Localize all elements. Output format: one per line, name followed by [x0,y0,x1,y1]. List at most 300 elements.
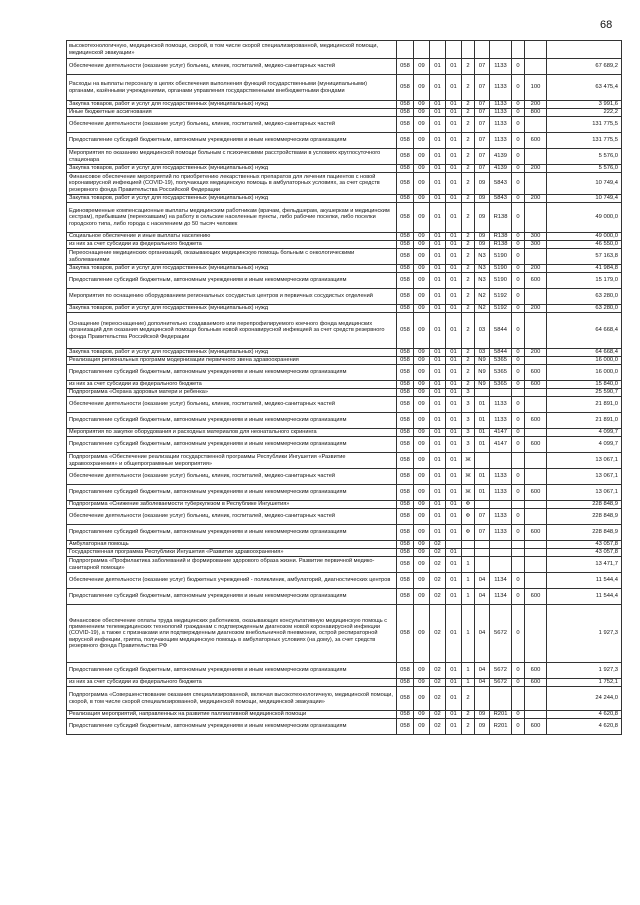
table-row [67,381,622,389]
row-code-pr [430,41,446,59]
row-code-vr: 200 [525,165,547,173]
row-code-p5: 0 [512,679,525,687]
row-code-p5: 0 [512,589,525,605]
row-code-vr: 200 [525,349,547,357]
row-code-p2: 2 [462,687,475,711]
row-code-vr [525,501,547,509]
row-code-rz [414,41,430,59]
row-description: Предоставление субсидий бюджетным, автономным учреждениям и иным некоммерческим организациям [67,525,397,541]
row-description: Финансовое обеспечение мероприятий по приобретению лекарственных препаратов для лечения пациентов с новой коронавирусной инфекцией (COVID-19), получающих медицинскую помощь в амбулаторных условиях, за счет средств резервного фонда Правительства Российской Федерации [67,173,397,195]
row-code-p1 [446,41,462,59]
row-code-pr: 01 [430,501,446,509]
row-code-ved: 058 [397,711,414,719]
row-description: Закупка товаров, работ и услуг для государственных (муниципальных) нужд [67,265,397,273]
row-amount: 21 891,0 [547,413,622,429]
row-code-p5: 0 [512,469,525,485]
row-code-vr: 600 [525,663,547,679]
row-code-vr: 600 [525,437,547,453]
row-code-p2: 2 [462,195,475,203]
row-description: Обеспечение деятельности (оказание услуг) больниц, клиник, госпиталей, медико-санитарных частей [67,117,397,133]
row-code-p2: 2 [462,313,475,349]
row-code-vr: 600 [525,133,547,149]
row-code-p1: 01 [446,305,462,313]
table-row [67,365,622,381]
row-code-p3: 07 [475,149,490,165]
row-code-ved: 058 [397,381,414,389]
row-code-p5 [512,687,525,711]
row-code-ved: 058 [397,273,414,289]
row-code-p1: 01 [446,289,462,305]
row-code-p3 [475,453,490,469]
row-code-ved: 058 [397,429,414,437]
row-description: Иные бюджетные ассигнования [67,109,397,117]
row-code-pr: 01 [430,437,446,453]
row-description: Подпрограмма «Профилактика заболеваний и формирование здорового образа жизни. Развитие первичной медико-санитарной помощи» [67,557,397,573]
row-code-vr [525,117,547,133]
row-code-rz: 09 [414,525,430,541]
table-row [67,289,622,305]
row-code-vr [525,453,547,469]
row-code-p2: Ж [462,469,475,485]
row-code-p3: 01 [475,413,490,429]
row-code-ved [397,41,414,59]
table-row [67,711,622,719]
row-code-vr [525,357,547,365]
row-code-pr: 01 [430,349,446,357]
row-amount: 131 775,5 [547,133,622,149]
row-description: Закупка товаров, работ и услуг для государственных (муниципальных) нужд [67,101,397,109]
table-row [67,485,622,501]
row-code-vr: 600 [525,679,547,687]
row-code-pr: 01 [430,453,446,469]
table-row [67,133,622,149]
row-code-rz: 09 [414,249,430,265]
row-amount: 41 984,8 [547,265,622,273]
row-code-p2: 1 [462,557,475,573]
row-code-pr: 01 [430,75,446,101]
row-code-p5: 0 [512,397,525,413]
row-code-pr: 02 [430,719,446,735]
row-code-p1: 01 [446,509,462,525]
row-code-p5: 0 [512,273,525,289]
row-code-p5: 0 [512,357,525,365]
row-amount: 222,2 [547,109,622,117]
row-code-rz: 09 [414,453,430,469]
row-description: Предоставление субсидий бюджетным, автономным учреждениям и иным некоммерческим организациям [67,437,397,453]
row-code-vr: 200 [525,265,547,273]
row-code-ved: 058 [397,541,414,549]
row-code-p1: 01 [446,357,462,365]
row-code-p3: 07 [475,109,490,117]
row-description: Подпрограмма «Снижение заболеваемости туберкулезом в Республике Ингушетия» [67,501,397,509]
row-code-p4: 5365 [490,357,512,365]
row-code-vr: 600 [525,365,547,381]
row-code-vr: 600 [525,525,547,541]
row-amount: 228 848,9 [547,525,622,541]
row-code-pr: 02 [430,549,446,557]
row-code-p4 [490,41,512,59]
row-code-vr [525,289,547,305]
row-description: Предоставление субсидий бюджетным, автономным учреждениям и иным некоммерческим организациям [67,663,397,679]
row-code-ved: 058 [397,75,414,101]
row-code-p2: 2 [462,117,475,133]
row-code-p4: 1133 [490,397,512,413]
row-amount: 64 668,4 [547,349,622,357]
row-code-p1: 01 [446,109,462,117]
row-code-p4 [490,541,512,549]
row-code-rz: 09 [414,273,430,289]
row-code-p4 [490,549,512,557]
row-code-p3: N2 [475,289,490,305]
row-amount: 11 544,4 [547,589,622,605]
row-code-pr: 01 [430,485,446,501]
row-amount: 63 475,4 [547,75,622,101]
table-row [67,429,622,437]
row-code-ved: 058 [397,589,414,605]
row-code-p4: 5192 [490,289,512,305]
row-amount: 63 280,0 [547,289,622,305]
row-code-p5: 0 [512,173,525,195]
row-description: Предоставление субсидий бюджетным, автономным учреждениям и иным некоммерческим организациям [67,413,397,429]
row-code-p5: 0 [512,195,525,203]
row-amount: 43 057,8 [547,549,622,557]
row-code-p3: 09 [475,203,490,233]
row-code-p4: 1133 [490,413,512,429]
row-description: Закупка товаров, работ и услуг для государственных (муниципальных) нужд [67,349,397,357]
row-description: Финансовое обеспечение оплаты труда медицинских работников, оказывающих консультативную медицинскую помощь с применением телемедицинских технологий гражданам с подтвержденным диагнозом новой коронавирусной инфекции (COVID-19), а также с признаками или подтвержденным диагнозом внебольничной пневмонии, острой респираторной вирусной инфекции, гриппа, получающим медицинскую помощь в амбулаторных условиях (на дому), за счет средств резервного фонда Правительства РФ [67,605,397,663]
row-code-p5: 0 [512,233,525,241]
row-code-ved: 058 [397,719,414,735]
row-code-p3 [475,549,490,557]
row-code-p1: 01 [446,711,462,719]
row-code-p1: 01 [446,413,462,429]
row-code-p3: 07 [475,525,490,541]
row-description: Мероприятия по оказанию медицинской помощи больным с психическими расстройствами в условиях круглосуточного стационара [67,149,397,165]
row-code-p4: R138 [490,233,512,241]
row-code-p4: 1133 [490,133,512,149]
row-code-p3: 07 [475,117,490,133]
row-code-p5: 0 [512,101,525,109]
row-code-p4: 1133 [490,469,512,485]
row-code-p4: 1133 [490,59,512,75]
table-row [67,75,622,101]
row-code-ved: 058 [397,249,414,265]
row-description: Закупка товаров, работ и услуг для государственных (муниципальных) нужд [67,195,397,203]
row-code-p1: 01 [446,557,462,573]
row-code-p1: 01 [446,241,462,249]
row-code-vr: 600 [525,381,547,389]
row-description: Предоставление субсидий бюджетным, автономным учреждениям и иным некоммерческим организациям [67,485,397,501]
row-code-p4: 5190 [490,265,512,273]
row-code-p4: 5672 [490,605,512,663]
row-code-p5: 0 [512,203,525,233]
row-code-p4: 1133 [490,101,512,109]
row-description: Обеспечение деятельности (оказание услуг) бюджетных учреждений - поликлиник, амбулаторий, диагностических центров [67,573,397,589]
row-description: Амбулаторная помощь [67,541,397,549]
row-code-p2: 2 [462,133,475,149]
row-code-pr: 01 [430,165,446,173]
row-code-vr: 200 [525,305,547,313]
row-code-vr [525,203,547,233]
row-description: Закупка товаров, работ и услуг для государственных (муниципальных) нужд [67,165,397,173]
table-row [67,249,622,265]
row-code-ved: 058 [397,485,414,501]
table-row [67,453,622,469]
row-code-p1: 01 [446,485,462,501]
row-code-ved: 058 [397,59,414,75]
row-code-ved: 058 [397,549,414,557]
table-row [67,149,622,165]
row-code-p5: 0 [512,437,525,453]
row-amount: 49 000,0 [547,233,622,241]
row-code-p4: 5190 [490,249,512,265]
row-code-p4: 5672 [490,679,512,687]
row-code-p1: 01 [446,381,462,389]
row-amount: 15 179,0 [547,273,622,289]
row-code-rz: 09 [414,357,430,365]
table-row [67,389,622,397]
row-code-pr: 01 [430,305,446,313]
row-amount: 63 280,0 [547,305,622,313]
row-amount: 1 752,1 [547,679,622,687]
row-code-p2: 2 [462,149,475,165]
row-code-p1: 01 [446,233,462,241]
budget-table [66,40,622,735]
row-code-p1 [446,541,462,549]
row-code-p2: 2 [462,381,475,389]
row-amount: 13 067,1 [547,485,622,501]
row-code-rz: 09 [414,265,430,273]
row-amount: 4 099,7 [547,429,622,437]
row-code-p4 [490,501,512,509]
row-code-pr: 01 [430,413,446,429]
row-code-p4 [490,389,512,397]
row-code-ved: 058 [397,679,414,687]
row-code-p1: 01 [446,397,462,413]
row-code-p4: R138 [490,203,512,233]
row-code-p2: 2 [462,719,475,735]
row-amount: 57 163,8 [547,249,622,265]
row-code-vr [525,541,547,549]
row-code-p1: 01 [446,149,462,165]
row-code-p1: 01 [446,195,462,203]
row-code-p1: 01 [446,59,462,75]
table-row [67,469,622,485]
row-code-p1: 01 [446,133,462,149]
row-amount: 1 927,3 [547,663,622,679]
row-code-p1: 01 [446,589,462,605]
row-code-p1: 01 [446,389,462,397]
row-code-ved: 058 [397,117,414,133]
row-code-ved: 058 [397,109,414,117]
row-description: Обеспечение деятельности (оказание услуг) больниц, клиник, госпиталей, медико-санитарных частей [67,397,397,413]
row-code-rz: 09 [414,413,430,429]
row-code-vr [525,549,547,557]
row-code-pr: 01 [430,389,446,397]
row-code-vr [525,687,547,711]
row-code-vr: 200 [525,195,547,203]
row-code-vr: 200 [525,101,547,109]
row-code-p1: 01 [446,365,462,381]
table-row [67,195,622,203]
row-code-p2: 2 [462,711,475,719]
row-code-p1: 01 [446,117,462,133]
row-amount: 5 576,0 [547,149,622,165]
table-row [67,173,622,195]
row-code-ved: 058 [397,573,414,589]
row-code-p3 [475,557,490,573]
row-code-p4: R201 [490,719,512,735]
row-code-ved: 058 [397,509,414,525]
row-description: Переоснащение медицинских организаций, оказывающих медицинскую помощь больным с онкологическими заболеваниями [67,249,397,265]
table-row [67,687,622,711]
row-code-p2 [462,541,475,549]
row-amount: 3 991,6 [547,101,622,109]
row-code-pr: 01 [430,195,446,203]
row-code-p5: 0 [512,149,525,165]
row-code-p5: 0 [512,525,525,541]
row-code-p2: Ж [462,453,475,469]
row-amount: 13 067,1 [547,453,622,469]
row-code-p2: 1 [462,589,475,605]
row-code-rz: 09 [414,469,430,485]
row-code-p1: 01 [446,203,462,233]
row-code-rz: 09 [414,117,430,133]
row-code-pr: 02 [430,687,446,711]
row-amount: 16 000,0 [547,357,622,365]
row-code-rz: 09 [414,389,430,397]
row-code-p3: 04 [475,589,490,605]
row-code-p3: N3 [475,273,490,289]
row-code-p2: 3 [462,437,475,453]
row-code-p5: 0 [512,59,525,75]
row-amount: 16 000,0 [547,365,622,381]
row-code-vr: 300 [525,233,547,241]
row-code-p5 [512,549,525,557]
row-code-pr: 01 [430,381,446,389]
row-code-p3: 01 [475,469,490,485]
row-code-rz: 09 [414,203,430,233]
row-code-rz: 09 [414,101,430,109]
row-description: Подпрограмма «Обеспечение реализации государственной программы Республики Ингушетия «Развитие здравоохранения» и общепрограммные мероприятия» [67,453,397,469]
row-description: Оснащение (переоснащение) дополнительно создаваемого или перепрофилируемого коечного фонда медицинских организаций для оказания медицинской помощи больным новой коронавирусной инфекцией за счет средств резервного фонда Правительства Российской Федерации [67,313,397,349]
row-code-p4: R201 [490,711,512,719]
table-row [67,59,622,75]
row-code-ved: 058 [397,349,414,357]
row-code-p5: 0 [512,573,525,589]
row-code-p1: 01 [446,549,462,557]
row-code-p2: 2 [462,357,475,365]
row-code-p4: 5672 [490,663,512,679]
row-amount: 64 668,4 [547,313,622,349]
table-row [67,605,622,663]
row-code-p4: 4139 [490,149,512,165]
row-code-p2: 2 [462,75,475,101]
row-code-p4: 4139 [490,165,512,173]
table-row [67,117,622,133]
row-code-rz: 09 [414,289,430,305]
row-code-vr: 100 [525,75,547,101]
row-code-p1: 01 [446,165,462,173]
row-code-p5: 0 [512,165,525,173]
row-code-p5: 0 [512,117,525,133]
row-code-p5: 0 [512,605,525,663]
row-code-pr: 01 [430,241,446,249]
row-code-ved: 058 [397,687,414,711]
row-code-rz: 09 [414,165,430,173]
row-code-p4: 5844 [490,313,512,349]
table-row [67,589,622,605]
row-code-p3: 01 [475,437,490,453]
row-code-p3: N9 [475,365,490,381]
row-amount: 21 891,0 [547,397,622,413]
row-code-p2: Ж [462,485,475,501]
row-code-pr: 01 [430,469,446,485]
row-description: из них за счет субсидии из федерального бюджета [67,381,397,389]
row-code-p4: 5843 [490,195,512,203]
row-code-p1: 01 [446,663,462,679]
row-code-pr: 02 [430,573,446,589]
table-row [67,241,622,249]
row-code-p2: 2 [462,249,475,265]
row-code-pr: 02 [430,557,446,573]
row-code-vr [525,557,547,573]
row-code-p1: 01 [446,75,462,101]
table-row [67,679,622,687]
row-code-p3 [475,501,490,509]
row-code-p5: 0 [512,509,525,525]
row-code-p2: 3 [462,389,475,397]
row-amount: 13 471,7 [547,557,622,573]
table-row [67,357,622,365]
row-description: из них за счет субсидии из федерального бюджета [67,241,397,249]
row-code-pr: 01 [430,273,446,289]
row-code-rz: 09 [414,549,430,557]
row-code-p3: 03 [475,313,490,349]
row-code-p2: 1 [462,663,475,679]
row-code-p5 [512,453,525,469]
row-code-p2: 2 [462,241,475,249]
table-row [67,313,622,349]
row-code-pr: 01 [430,265,446,273]
row-code-p4: 1133 [490,117,512,133]
row-code-p5: 0 [512,289,525,305]
row-code-ved: 058 [397,241,414,249]
row-code-vr: 800 [525,109,547,117]
row-code-p1: 01 [446,525,462,541]
table-row [67,525,622,541]
row-code-p2: 3 [462,397,475,413]
row-code-ved: 058 [397,203,414,233]
row-code-p2: 2 [462,165,475,173]
table-row [67,397,622,413]
row-code-rz: 09 [414,501,430,509]
row-code-ved: 058 [397,313,414,349]
row-code-rz: 09 [414,429,430,437]
row-code-ved: 058 [397,165,414,173]
row-code-p2: 3 [462,413,475,429]
row-code-p3: N9 [475,357,490,365]
row-code-vr [525,711,547,719]
row-code-p5: 0 [512,313,525,349]
row-code-p5: 0 [512,109,525,117]
table-row [67,663,622,679]
row-code-p4: 4147 [490,429,512,437]
row-code-p2: 2 [462,233,475,241]
row-code-p2: 2 [462,59,475,75]
table-row [67,273,622,289]
row-code-p3: 07 [475,133,490,149]
